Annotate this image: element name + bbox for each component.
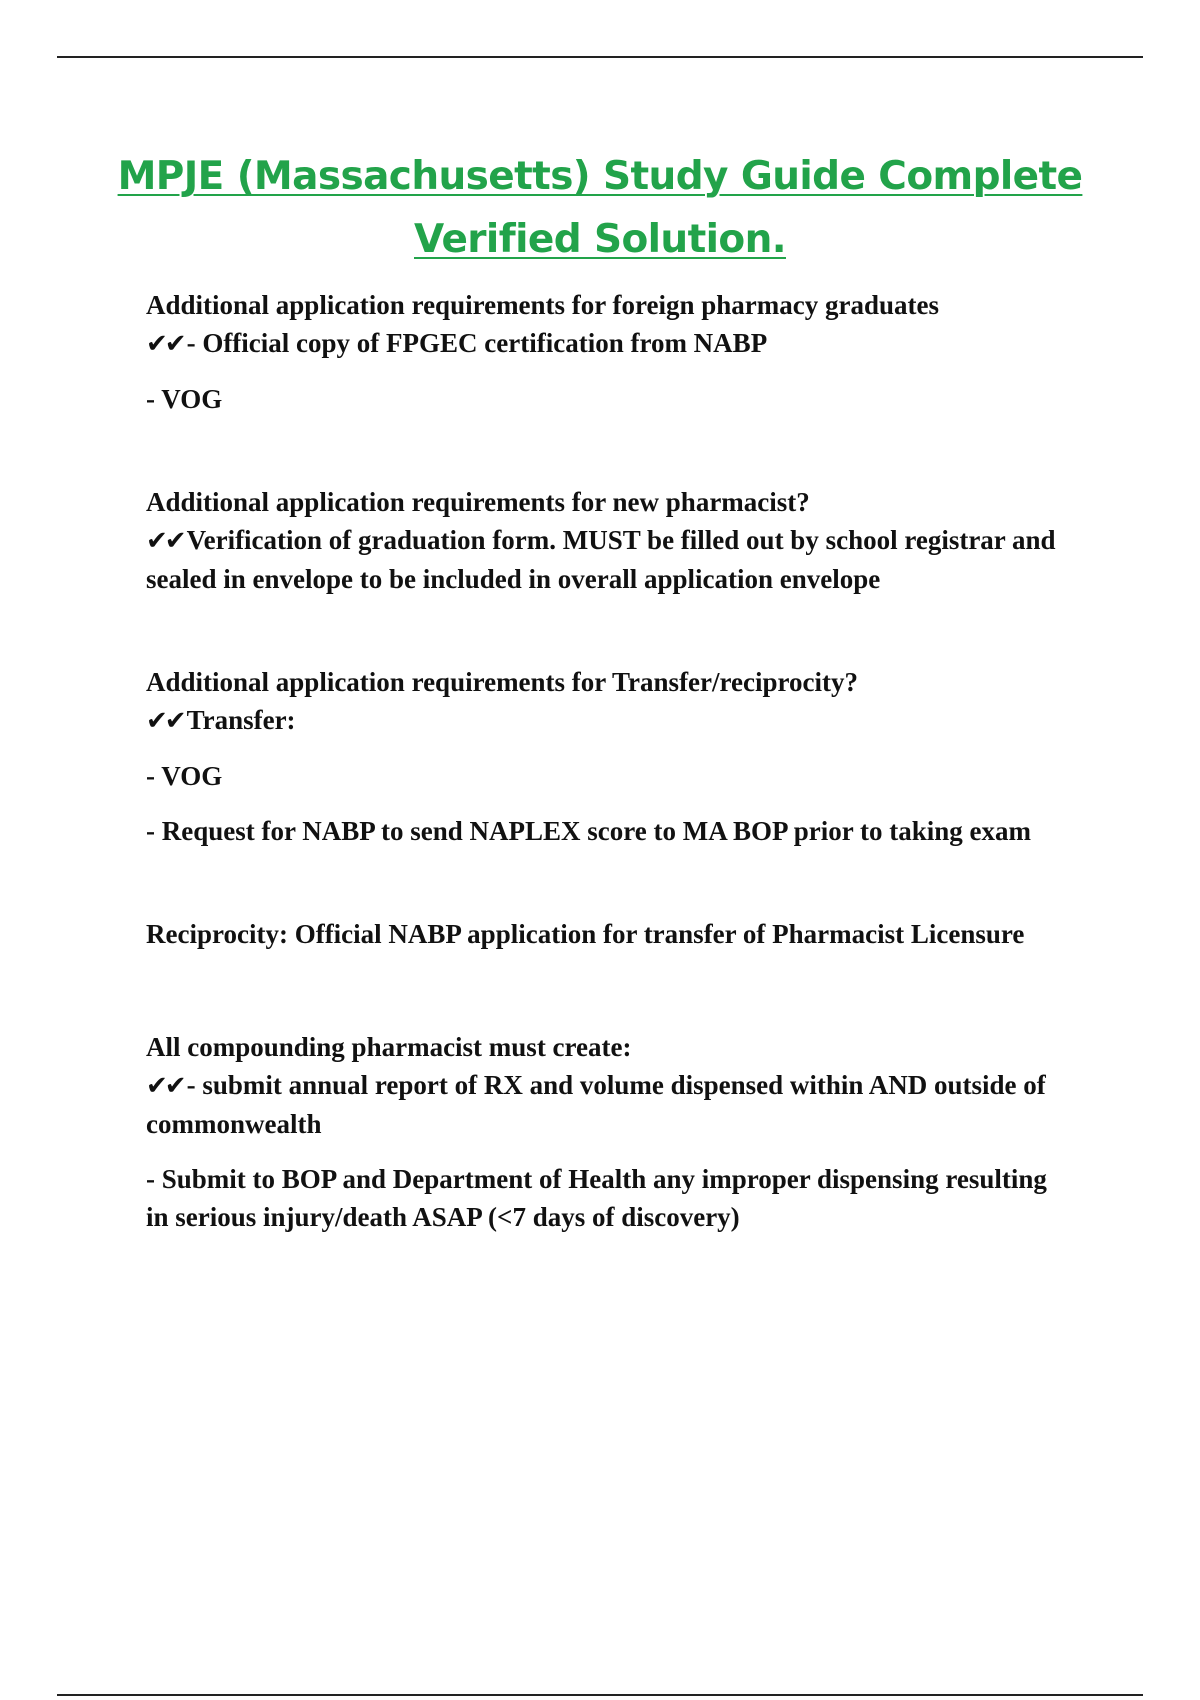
answer-1-item-1: - VOG [146, 384, 223, 414]
check-marks-icon: ✔✔ [146, 1071, 184, 1101]
check-marks-icon: ✔✔ [146, 329, 184, 359]
answer-2 [146, 521, 1076, 598]
answer-3-text: Transfer: [186, 705, 296, 735]
answer-4-text: - submit annual report of RX and volume dispensed within AND outside of commonwealth [146, 1070, 1046, 1139]
title-line-2: Verified Solution. [414, 217, 786, 262]
check-marks-icon: ✔✔ [146, 706, 184, 736]
answer-2-text: Verification of graduation form. MUST be filled out by school registrar and sealed in envelope to be included in overall application envelope [146, 525, 1056, 594]
answer-3-item-1: - VOG [146, 761, 223, 791]
question-2: Additional application requirements for new pharmacist? [146, 487, 810, 517]
question-4: All compounding pharmacist must create: [146, 1032, 632, 1062]
page-title [100, 145, 1100, 271]
answer-3 [146, 701, 1076, 740]
answer-1 [146, 324, 1076, 363]
answer-4-item-1: - Submit to BOP and Department of Health any improper dispensing resulting in serious injury/death ASAP (<7 days of discovery) [146, 1164, 1047, 1232]
answer-3-item-2: - Request for NABP to send NAPLEX score to MA BOP prior to taking exam [146, 816, 1031, 846]
study-content [146, 286, 1076, 1236]
answer-1-text: - Official copy of FPGEC certification from NABP [186, 328, 768, 358]
bottom-rule [57, 1694, 1143, 1696]
check-marks-icon: ✔✔ [146, 526, 184, 556]
question-1: Additional application requirements for foreign pharmacy graduates [146, 290, 940, 320]
title-line-1: MPJE (Massachusetts) Study Guide Complete [117, 154, 1083, 199]
answer-3-reciprocity: Reciprocity: Official NABP application for transfer of Pharmacist Licensure [146, 919, 1025, 949]
top-rule [57, 56, 1143, 58]
answer-4 [146, 1066, 1076, 1143]
question-3: Additional application requirements for Transfer/reciprocity? [146, 667, 858, 697]
